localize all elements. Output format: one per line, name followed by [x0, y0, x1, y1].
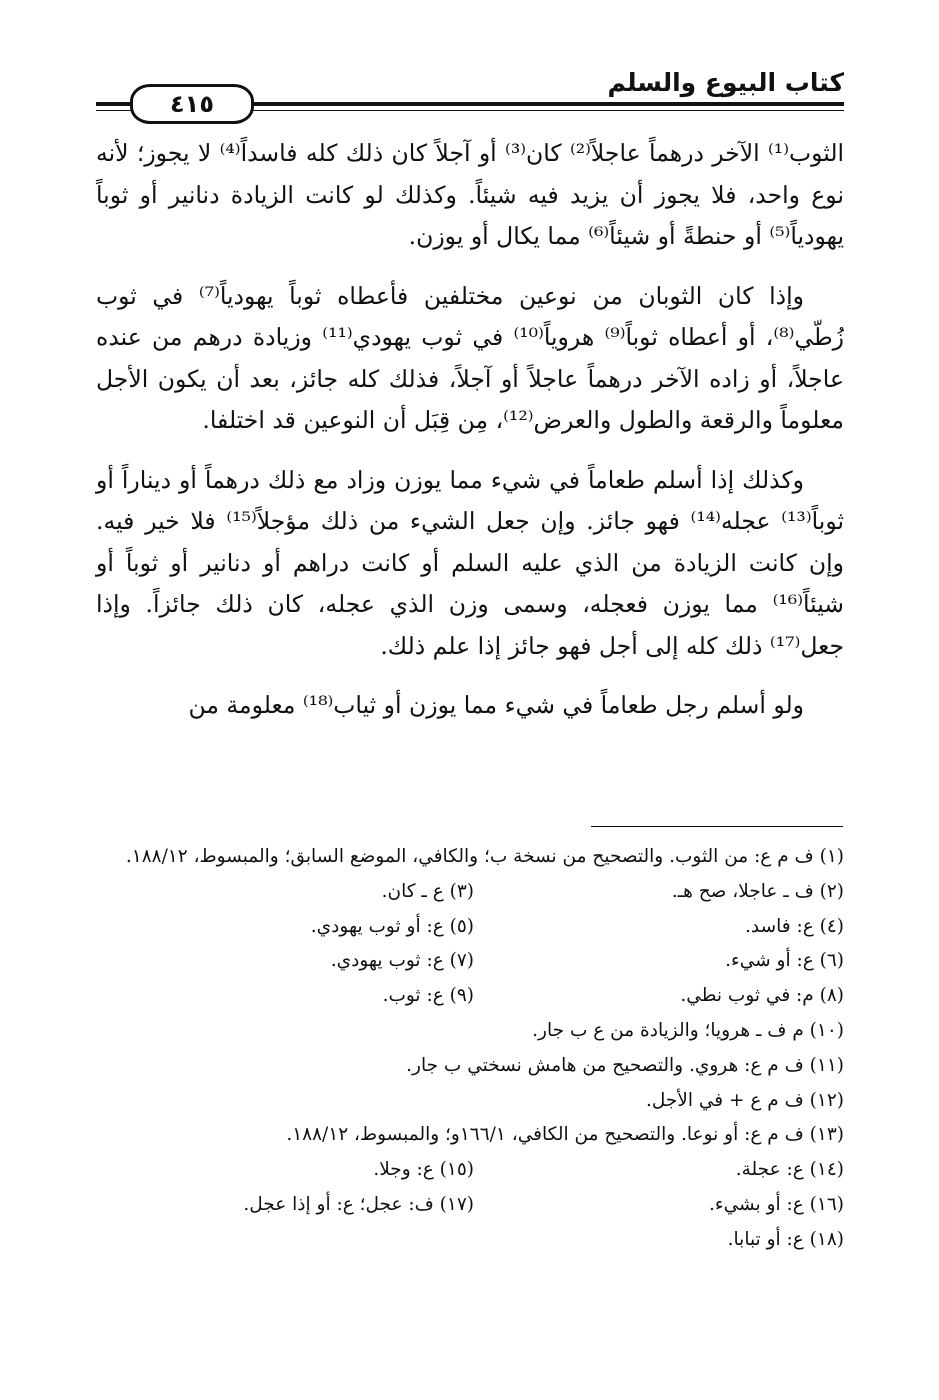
- footnotes: [96, 840, 844, 1258]
- footnote-row: [96, 910, 844, 945]
- paragraph-1: الثوب⁽¹⁾ الآخر درهماً عاجلاً⁽²⁾ كان⁽³⁾ أو آجلاً كان ذلك كله فاسداً⁽⁴⁾ لا يجوز؛ لأنه نوع واحد، فلا يجوز أن يزيد فيه شيئاً. وكذلك لو كانت الزيادة دنانير أو ثوباً يهودياً⁽⁵⁾ أو حنطةً أو شيئاً⁽⁶⁾ مما يكال أو يوزن.: [96, 139, 845, 250]
- footnote-7: (٧) ع: ثوب يهودي.: [330, 950, 474, 972]
- footnote-18: (١٨) ع: أو تبابا.: [727, 1228, 844, 1250]
- page-header: [96, 62, 844, 122]
- footnote-10: (١٠) م ف ـ هرويا؛ والزيادة من ع ب جار.: [532, 1019, 844, 1041]
- footnote-1: (١) ف م ع: من الثوب. والتصحيح من نسخة ب؛ والكافي، الموضع السابق؛ والمبسوط، ١٨٨/١٢.: [125, 846, 844, 867]
- footnote-row: [96, 1188, 844, 1223]
- paragraph-2: وإذا كان الثوبان من نوعين مختلفين فأعطاه ثوباً يهودياً⁽⁷⁾ في ثوب زُطّي⁽⁸⁾، أو أعطاه ثوباً⁽⁹⁾ هروياً⁽¹⁰⁾ في ثوب يهودي⁽¹¹⁾ وزيادة درهم من عنده عاجلاً، أو زاده الآخر درهماً عاجلاً أو آجلاً، فذلك كله جائز، بعد أن يكون الأجل معلوماً والرقعة والطول والعرض⁽¹²⁾، مِن قِبَل أن النوعين قد اختلفا.: [96, 281, 845, 434]
- footnote-separator: [591, 826, 843, 827]
- footnote-15: (١٥) ع: وجلا.: [373, 1159, 474, 1181]
- running-title: كتاب البيوع والسلم: [607, 68, 844, 97]
- footnote-row: [96, 875, 844, 910]
- paragraph-3: وكذلك إذا أسلم طعاماً في شيء مما يوزن وزاد مع ذلك درهماً أو ديناراً أو ثوباً⁽¹³⁾ عجله⁽¹⁴⁾ فهو جائز. وإن جعل الشيء من ذلك مؤجلاً⁽¹⁵⁾ فلا خير فيه. وإن كانت الزيادة من الذي عليه السلم أو كانت دراهم أو دنانير أو ثوباً أو شيئاً⁽¹⁶⁾ مما يوزن فعجله، وسمى وزن الذي عجله، كان ذلك جائزاً. وإذا جعل⁽¹⁷⁾ ذلك كله إلى أجل فهو جائز إذا علم ذلك.: [96, 465, 844, 660]
- footnote-5: (٥) ع: أو ثوب يهودي.: [310, 915, 474, 937]
- paragraph-4: ولو أسلم رجل طعاماً في شيء مما يوزن أو ثياب⁽¹⁸⁾ معلومة من: [188, 691, 804, 719]
- footnote-3: (٣) ع ـ كان.: [381, 880, 474, 902]
- footnote-11: (١١) ف م ع: هروي. والتصحيح من هامش نسختي ب جار.: [406, 1054, 844, 1076]
- footnote-8: (٨) م: في ثوب نطي.: [680, 985, 844, 1007]
- footnote-13: (١٣) ف م ع: أو نوعا. والتصحيح من الكافي، ١٦٦/١و؛ والمبسوط، ١٨٨/١٢.: [286, 1124, 844, 1146]
- footnote-17: (١٧) ف: عجل؛ ع: أو إذا عجل.: [243, 1193, 474, 1215]
- footnote-2: (٢) ف ـ عاجلا، صح هـ.: [671, 880, 844, 902]
- footnote-row: [96, 944, 844, 979]
- footnote-6: (٦) ع: أو شيء.: [725, 950, 844, 972]
- footnote-row: [96, 979, 844, 1014]
- footnote-16: (١٦) ع: أو بشيء.: [709, 1193, 844, 1215]
- footnote-row: [96, 1153, 844, 1188]
- footnote-14: (١٤) ع: عجلة.: [735, 1159, 844, 1181]
- footnote-12: (١٢) ف م ع + في الأجل.: [645, 1089, 844, 1111]
- main-text: [96, 133, 844, 745]
- page-number-badge: ٤١٥: [130, 84, 254, 124]
- footnote-9: (٩) ع: ثوب.: [382, 985, 474, 1007]
- footnote-4: (٤) ع: فاسد.: [745, 915, 844, 937]
